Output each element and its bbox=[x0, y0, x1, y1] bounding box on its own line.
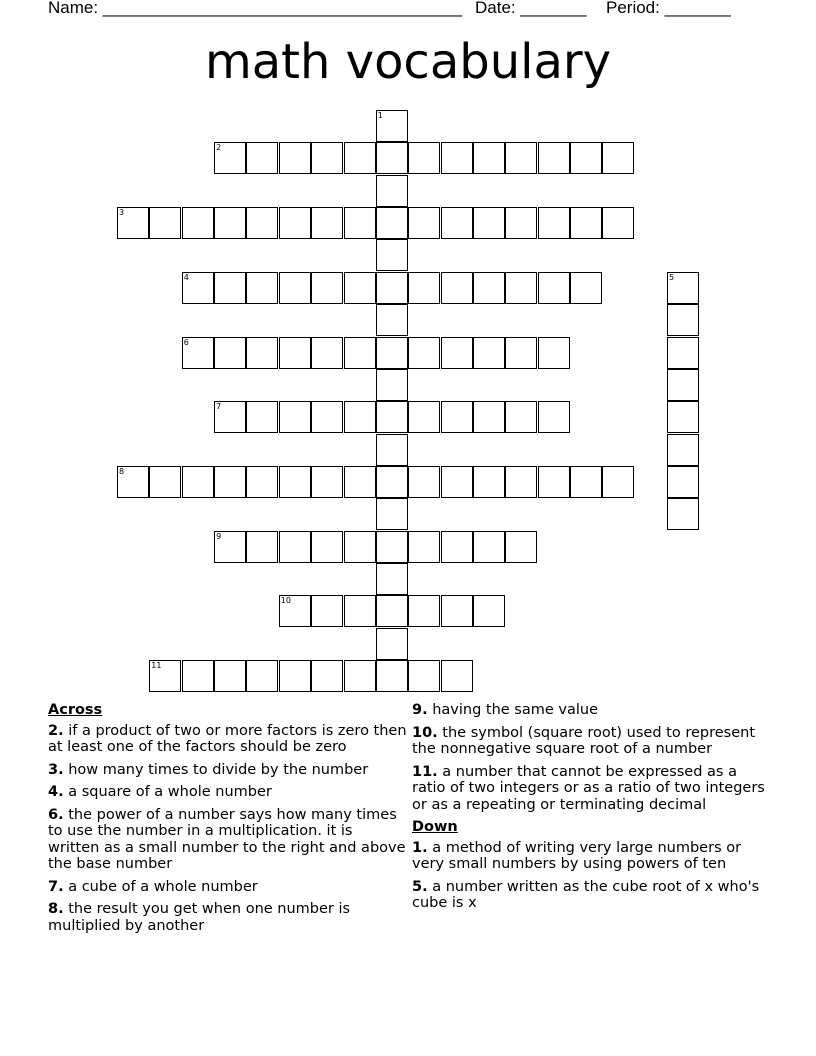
grid-cell[interactable] bbox=[344, 466, 376, 498]
grid-cell[interactable] bbox=[311, 272, 343, 304]
grid-cell[interactable] bbox=[344, 337, 376, 369]
grid-clue-number: 8 bbox=[119, 466, 125, 476]
grid-cell[interactable] bbox=[246, 337, 278, 369]
clue-across-9: 9. having the same value bbox=[412, 702, 599, 718]
grid-cell[interactable] bbox=[376, 628, 408, 660]
grid-cell[interactable] bbox=[279, 337, 311, 369]
grid-cell[interactable] bbox=[376, 369, 408, 401]
grid-cell[interactable] bbox=[505, 142, 537, 174]
grid-cell[interactable] bbox=[279, 272, 311, 304]
grid-cell[interactable] bbox=[311, 401, 343, 433]
grid-cell[interactable] bbox=[473, 595, 505, 627]
grid-cell[interactable] bbox=[344, 272, 376, 304]
grid-cell[interactable] bbox=[344, 595, 376, 627]
grid-cell[interactable] bbox=[376, 207, 408, 239]
grid-cell[interactable] bbox=[182, 466, 214, 498]
grid-cell[interactable] bbox=[538, 401, 570, 433]
grid-cell[interactable] bbox=[279, 531, 311, 563]
grid-cell[interactable] bbox=[473, 272, 505, 304]
grid-cell[interactable] bbox=[344, 531, 376, 563]
clues-column-right bbox=[412, 702, 772, 918]
clue-across-6: 6. the power of a number says how many times to use the number in a multiplication. it is written as a small number to the right and above the base number bbox=[48, 806, 406, 872]
grid-cell[interactable] bbox=[279, 142, 311, 174]
grid-cell[interactable] bbox=[408, 531, 440, 563]
grid-cell[interactable] bbox=[279, 401, 311, 433]
grid-cell[interactable] bbox=[246, 272, 278, 304]
grid-cell[interactable] bbox=[408, 595, 440, 627]
grid-cell[interactable] bbox=[214, 272, 246, 304]
grid-cell[interactable] bbox=[376, 595, 408, 627]
grid-cell[interactable] bbox=[376, 337, 408, 369]
grid-cell[interactable] bbox=[441, 337, 473, 369]
grid-cell[interactable] bbox=[376, 239, 408, 271]
grid-cell[interactable] bbox=[311, 337, 343, 369]
grid-cell[interactable] bbox=[376, 272, 408, 304]
grid-cell[interactable] bbox=[538, 272, 570, 304]
grid-clue-number: 6 bbox=[183, 337, 189, 347]
clue-across-4: 4. a square of a whole number bbox=[48, 784, 272, 800]
grid-cell[interactable] bbox=[570, 466, 602, 498]
grid-cell[interactable] bbox=[246, 142, 278, 174]
grid-clue-number: 3 bbox=[119, 208, 125, 218]
grid-cell[interactable] bbox=[376, 466, 408, 498]
clue-across-3: 3. how many times to divide by the number bbox=[48, 761, 369, 778]
grid-cell[interactable] bbox=[473, 466, 505, 498]
grid-cell[interactable] bbox=[505, 337, 537, 369]
grid-cell[interactable] bbox=[311, 660, 343, 692]
grid-cell[interactable] bbox=[246, 207, 278, 239]
grid-cell[interactable] bbox=[344, 142, 376, 174]
grid-cell[interactable] bbox=[279, 207, 311, 239]
grid-cell[interactable] bbox=[376, 498, 408, 530]
grid-cell[interactable] bbox=[408, 272, 440, 304]
grid-cell[interactable] bbox=[441, 401, 473, 433]
grid-cell[interactable] bbox=[441, 272, 473, 304]
grid-clue-number: 2 bbox=[216, 143, 222, 153]
grid-clue-number: 11 bbox=[151, 661, 162, 670]
grid-cell[interactable] bbox=[311, 466, 343, 498]
grid-cell[interactable] bbox=[538, 337, 570, 369]
grid-cell[interactable] bbox=[311, 207, 343, 239]
grid-cell[interactable] bbox=[408, 337, 440, 369]
grid-cell[interactable] bbox=[667, 401, 699, 433]
grid-cell[interactable] bbox=[667, 369, 699, 401]
clue-down-1: 1. a method of writing very large numbers or very small numbers by using powers of ten bbox=[412, 839, 742, 872]
period-field[interactable]: Period: _______ bbox=[606, 0, 731, 17]
grid-cell[interactable] bbox=[344, 401, 376, 433]
clue-across-8: 8. the result you get when one number is multiplied by another bbox=[48, 901, 351, 934]
down-heading: Down bbox=[412, 819, 458, 835]
grid-cell[interactable] bbox=[570, 207, 602, 239]
grid-clue-number: 5 bbox=[669, 272, 675, 282]
grid-cell[interactable] bbox=[408, 660, 440, 692]
grid-cell[interactable] bbox=[473, 337, 505, 369]
grid-cell[interactable] bbox=[441, 142, 473, 174]
date-field[interactable]: Date: _______ bbox=[475, 0, 587, 17]
grid-cell[interactable] bbox=[408, 466, 440, 498]
grid-cell[interactable] bbox=[602, 207, 634, 239]
clue-across-7: 7. a cube of a whole number bbox=[48, 878, 258, 895]
grid-cell[interactable] bbox=[667, 337, 699, 369]
grid-cell[interactable] bbox=[376, 142, 408, 174]
grid-cell[interactable] bbox=[441, 531, 473, 563]
across-heading: Across bbox=[48, 702, 103, 718]
grid-clue-number: 9 bbox=[216, 531, 222, 541]
grid-cell[interactable] bbox=[667, 498, 699, 530]
grid-cell[interactable] bbox=[246, 401, 278, 433]
page-title: math vocabulary bbox=[204, 34, 612, 90]
grid-cell[interactable] bbox=[441, 595, 473, 627]
grid-cell[interactable] bbox=[441, 660, 473, 692]
grid-cell[interactable] bbox=[376, 304, 408, 336]
grid-clue-number: 7 bbox=[216, 402, 222, 412]
clue-across-11: 11. a number that cannot be expressed as a ratio of two integers or as a ratio of two integers or as a repeating or terminating decimal bbox=[412, 763, 765, 813]
grid-cell[interactable] bbox=[505, 401, 537, 433]
grid-cell[interactable] bbox=[311, 595, 343, 627]
grid-cell[interactable] bbox=[279, 466, 311, 498]
grid-cell[interactable] bbox=[214, 660, 246, 692]
grid-cell[interactable] bbox=[214, 207, 246, 239]
grid-cell[interactable] bbox=[246, 466, 278, 498]
grid-cell[interactable] bbox=[344, 660, 376, 692]
grid-cell[interactable] bbox=[505, 272, 537, 304]
clues-column-left bbox=[48, 702, 408, 940]
grid-cell[interactable] bbox=[473, 531, 505, 563]
grid-cell[interactable] bbox=[602, 142, 634, 174]
grid-cell[interactable] bbox=[505, 207, 537, 239]
grid-cell[interactable] bbox=[667, 304, 699, 336]
grid-cell[interactable] bbox=[570, 142, 602, 174]
grid-clue-number: 4 bbox=[183, 272, 189, 282]
grid-cell[interactable] bbox=[376, 434, 408, 466]
grid-cell[interactable] bbox=[214, 337, 246, 369]
grid-cell[interactable] bbox=[376, 531, 408, 563]
grid-cell[interactable] bbox=[505, 531, 537, 563]
grid-cell[interactable] bbox=[149, 207, 181, 239]
grid-cell[interactable] bbox=[473, 142, 505, 174]
clue-across-2: 2. if a product of two or more factors is zero then at least one of the factors should be zero bbox=[48, 722, 407, 755]
clue-across-10: 10. the symbol (square root) used to represent the nonnegative square root of a number bbox=[412, 724, 756, 757]
grid-cell[interactable] bbox=[441, 207, 473, 239]
clue-down-5: 5. a number written as the cube root of x who's cube is x bbox=[412, 878, 760, 911]
grid-cell[interactable] bbox=[667, 434, 699, 466]
grid-cell[interactable] bbox=[602, 466, 634, 498]
grid-cell[interactable] bbox=[214, 466, 246, 498]
grid-cell[interactable] bbox=[182, 207, 214, 239]
name-field[interactable]: Name: ______________________________________ bbox=[48, 0, 463, 17]
grid-cell[interactable] bbox=[667, 466, 699, 498]
grid-cell[interactable] bbox=[376, 401, 408, 433]
grid-cell[interactable] bbox=[538, 142, 570, 174]
grid-cell[interactable] bbox=[279, 660, 311, 692]
grid-cell[interactable] bbox=[246, 531, 278, 563]
grid-cell[interactable] bbox=[473, 401, 505, 433]
grid-cell[interactable] bbox=[408, 207, 440, 239]
grid-cell[interactable] bbox=[311, 142, 343, 174]
grid-cell[interactable] bbox=[408, 401, 440, 433]
grid-cell[interactable] bbox=[376, 175, 408, 207]
grid-cell[interactable] bbox=[473, 207, 505, 239]
grid-cell[interactable] bbox=[344, 207, 376, 239]
grid-cell[interactable] bbox=[505, 466, 537, 498]
grid-clue-number: 10 bbox=[280, 596, 291, 606]
grid-cell[interactable] bbox=[182, 660, 214, 692]
grid-cell[interactable] bbox=[538, 207, 570, 239]
grid-cell[interactable] bbox=[246, 660, 278, 692]
grid-cell[interactable] bbox=[570, 272, 602, 304]
grid-cell[interactable] bbox=[408, 142, 440, 174]
grid-cell[interactable] bbox=[149, 466, 181, 498]
grid-cell[interactable] bbox=[376, 660, 408, 692]
grid-cell[interactable] bbox=[376, 563, 408, 595]
grid-cell[interactable] bbox=[311, 531, 343, 563]
grid-cell[interactable] bbox=[441, 466, 473, 498]
grid-cell[interactable] bbox=[538, 466, 570, 498]
grid-clue-number: 1 bbox=[377, 111, 383, 120]
